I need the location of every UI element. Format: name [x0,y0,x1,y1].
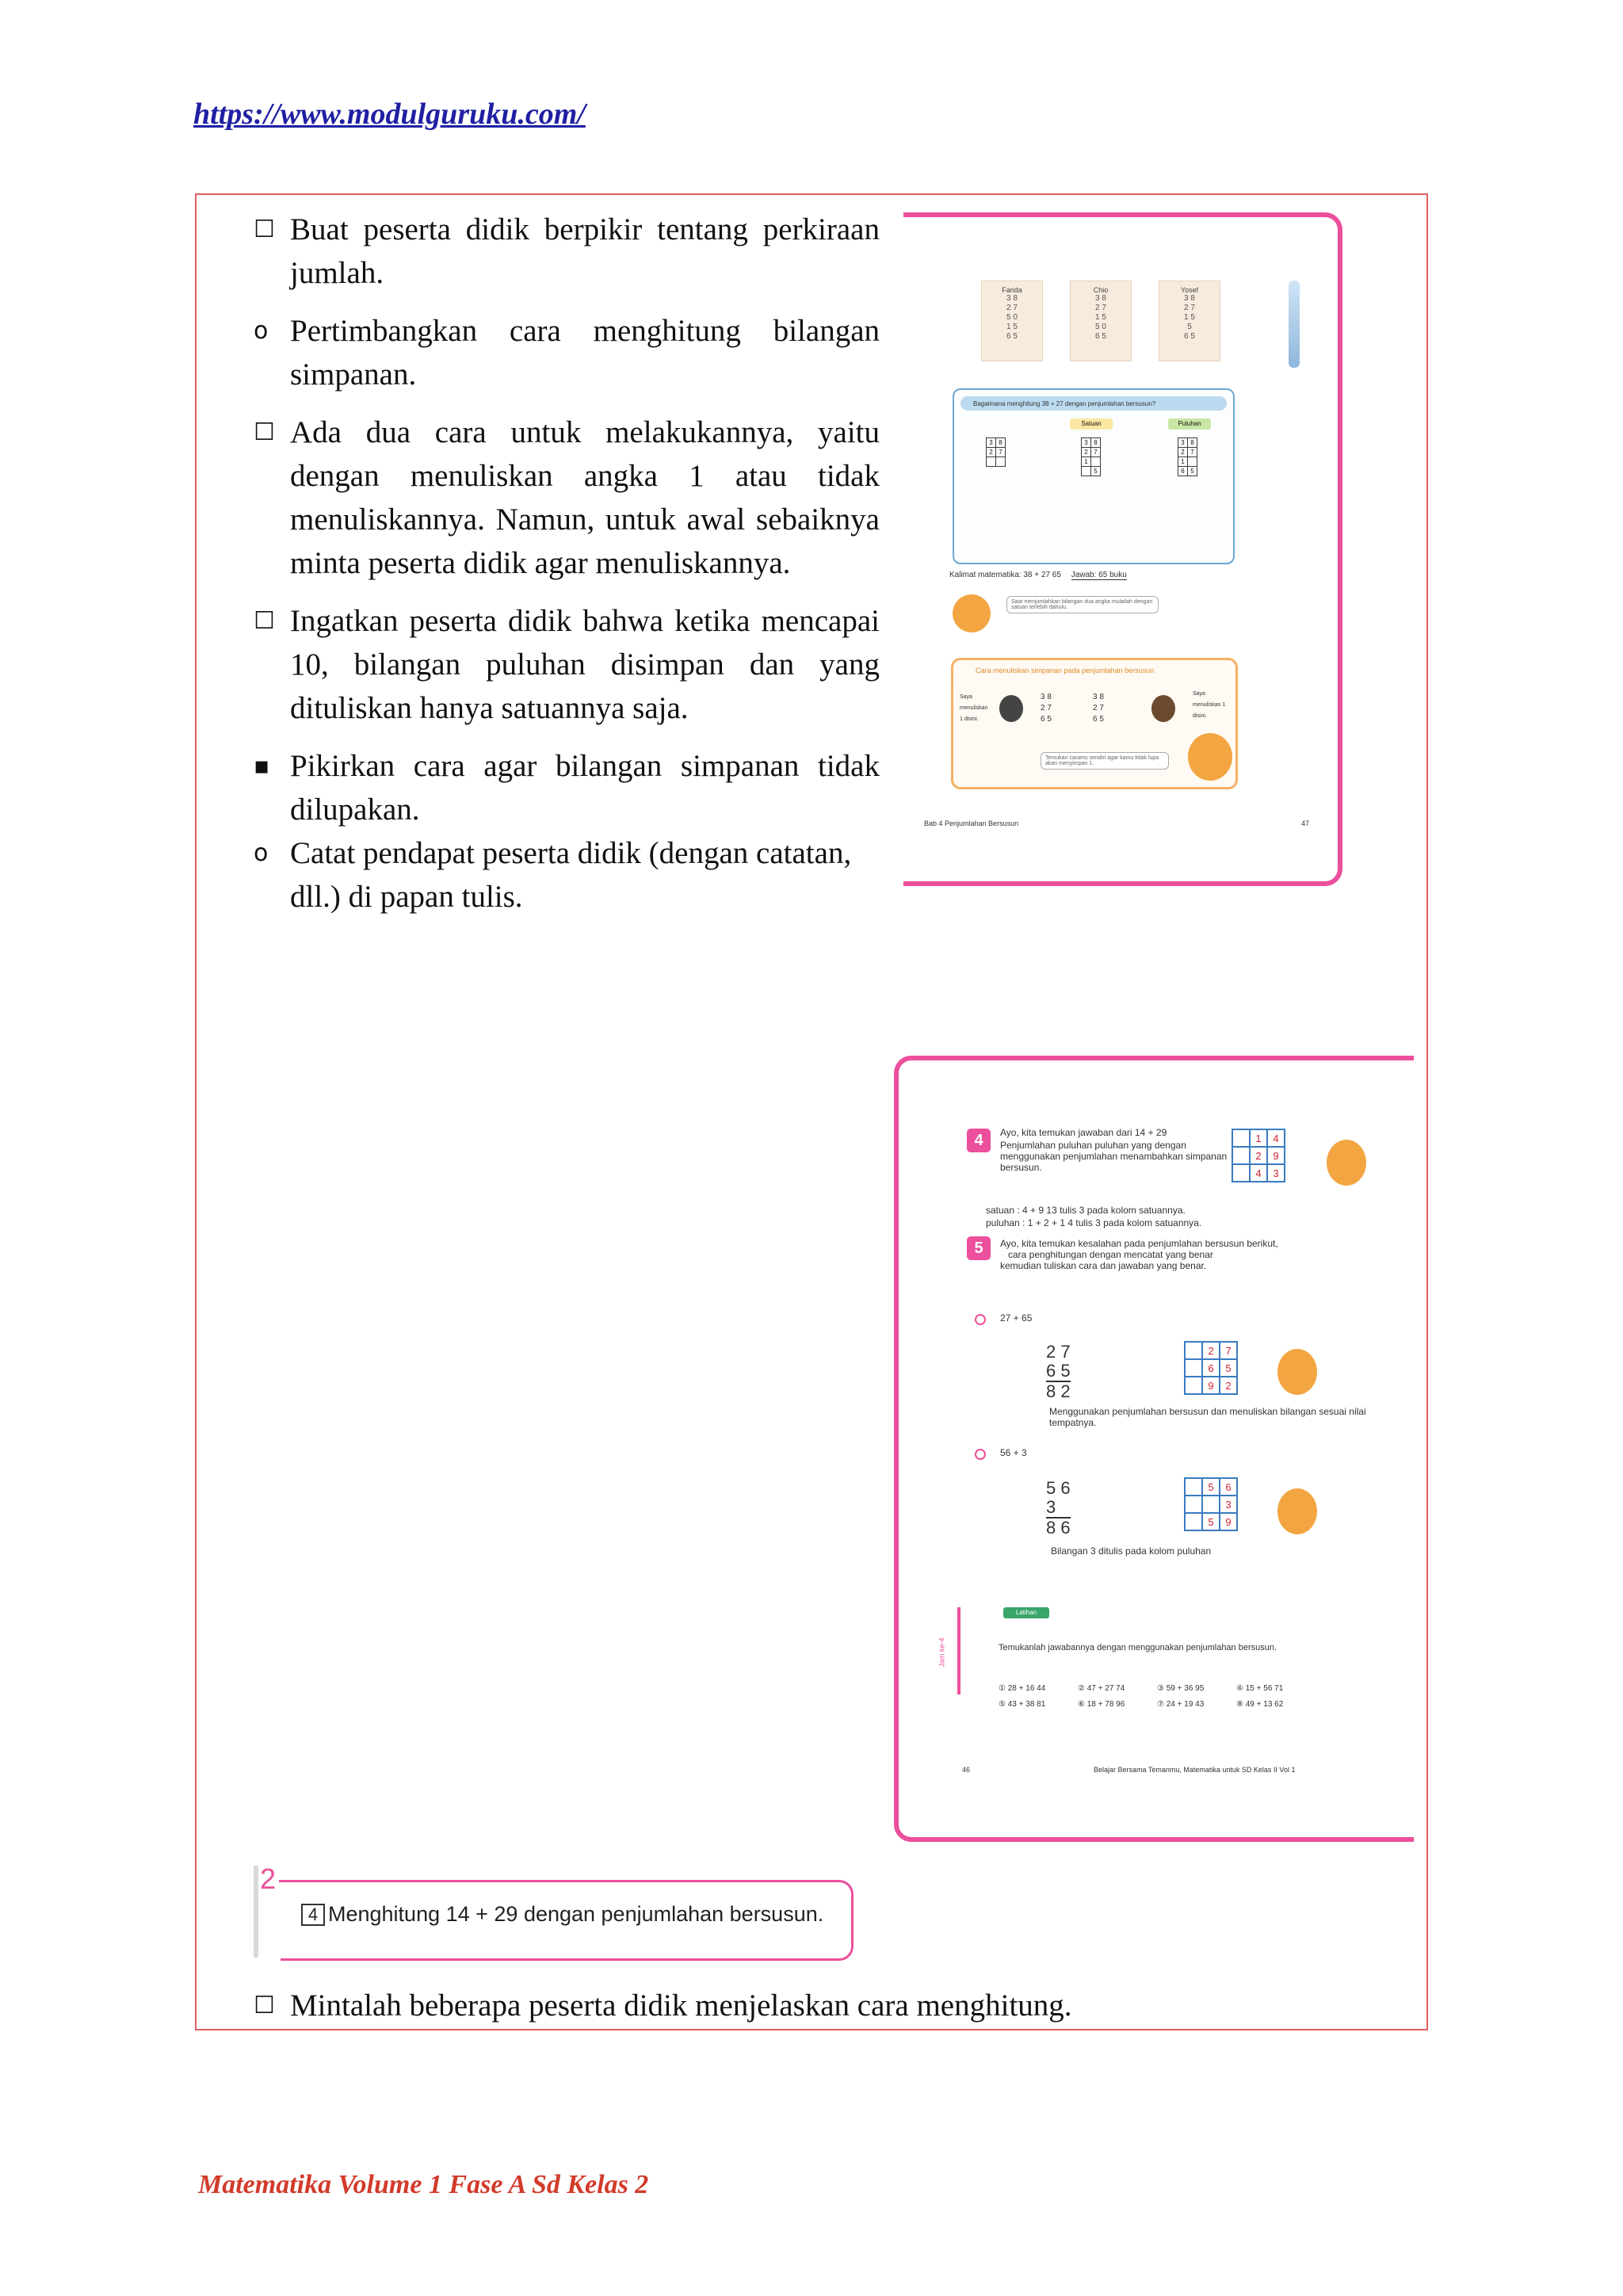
item-b-label: 56 + 3 [1000,1447,1027,1458]
carry-hint: Temukan caramu sendiri agar kamu tidak lupa akan menyimpan 1. [1041,752,1169,770]
item-b-grid: 5 6 3 5 9 [1184,1477,1238,1531]
callout-text: Menghitung 14 + 29 dengan penjumlahan bersusun. [328,1902,824,1926]
exercise-item: ④ 15 + 56 71 [1236,1684,1284,1693]
q5-pink-note: cara penghitungan dengan mencatat yang benar [1008,1249,1213,1260]
card-line: 6 5 [1184,332,1195,341]
checkbox-bullet-icon: ☐ [254,418,275,446]
book-footer: Belajar Bersama Temanmu, Matematika untuk SD Kelas II Vol 1 [1094,1766,1296,1774]
card-name: Farida [1002,286,1022,294]
card-name: Yosef [1180,286,1199,294]
list-item-text: Pertimbangkan cara menghitung bilangan simpanan. [290,314,880,392]
item-a-note: Menggunakan penjumlahan bersusun dan menuliskan bilangan sesuai nilai tempatnya. [1049,1406,1366,1428]
item-a-marker [975,1314,986,1325]
q4-pink-note: Penjumlahan puluhan puluhan yang dengan menggunakan penjumlahan menambahkan simpanan bersusun. [1000,1140,1228,1173]
carry-method-box [951,658,1238,789]
card-line: 3 8 [1095,294,1106,303]
answer-card-yosef [1159,281,1220,361]
item-a-grid: 2 7 6 5 9 2 [1184,1341,1238,1395]
calc-line: 8 6 [1046,1518,1071,1538]
q5-subtext: kemudian tuliskan cara dan jawaban yang benar. [1000,1260,1207,1271]
calc-line: 8 2 [1046,1381,1071,1401]
callout-bar [254,1866,258,1958]
textbook-page-46 [894,1056,1414,1842]
chapter-footer: Bab 4 Penjumlahan Bersusun [924,819,1019,827]
q4-grid: 1 4 2 9 4 3 [1232,1129,1285,1182]
source-url[interactable]: https://www.modulguruku.com/ [193,97,586,131]
list-item-text: Mintalah beberapa peserta didik menjelaskan cara menghitung. [290,1988,1072,2023]
list-item [254,411,880,585]
card-line: 2 7 [1095,304,1106,312]
item-b-marker [975,1449,986,1460]
question-number-5: 5 [967,1236,991,1260]
list-item-text: Pikirkan cara agar bilangan simpanan tidak dilupakan. [290,749,880,827]
math-sentence [949,571,1127,580]
q4-puluhan: puluhan : 1 + 2 + 1 4 tulis 3 pada kolom satuannya. [986,1217,1202,1228]
callout-number: 2 [260,1862,277,1895]
calc-line: 2 7 [1046,1342,1071,1362]
exercise-item: ⑦ 24 + 19 43 [1157,1700,1205,1709]
item-b-calc [1046,1479,1071,1538]
item-a-label: 27 + 65 [1000,1312,1033,1324]
latihan-tag: Latihan [1003,1607,1049,1618]
list-item-text: Catat pendapat peserta didik (dengan catatan, dll.) di papan tulis. [290,836,852,914]
q4-satuan: satuan : 4 + 9 13 tulis 3 pada kolom satuannya. [986,1205,1186,1216]
item-b-note: Bilangan 3 ditulis pada kolom puluhan [1051,1545,1212,1557]
side-label: Jam ke-4 [938,1637,946,1668]
card-line: 1 5 [1006,323,1018,331]
list-item [254,744,880,831]
teaching-notes [254,208,880,933]
list-item [254,1984,1363,2027]
card-name: Chio [1093,286,1109,294]
textbook-page-47 [903,212,1342,886]
question-box [953,388,1235,564]
exercise-item: ① 28 + 16 44 [999,1684,1046,1693]
calc-line: 6 5 [1046,1361,1071,1381]
child-avatar-icon [1151,695,1175,722]
card-line: 5 0 [1006,313,1018,322]
q4-text: Ayo, kita temukan jawaban dari 14 + 29 [1000,1127,1167,1138]
tag-satuan: Satuan [1070,418,1113,430]
calc-right: 3 8 2 7 6 5 [1093,693,1104,724]
answer-card-chio [1070,281,1132,361]
card-line: 5 [1187,323,1192,331]
child-avatar-icon [999,695,1023,722]
card-line: 6 5 [1006,332,1018,341]
list-item-text: Ingatkan peserta didik bahwa ketika mencapai 10, bilangan puluhan disimpan dan yang dituliskan hanya satuannya saja. [290,604,880,725]
callout-box-number: 4 [301,1904,325,1926]
card-line: 6 5 [1095,332,1106,341]
column-grid-2: 3 8 2 7 1 5 [1081,437,1101,476]
circle-bullet-icon: o [254,317,269,345]
square-bullet-icon: ▪ [254,752,270,780]
hint-bubble: Saat menjumlahkan bilangan dua angka mulailah dengan satuan terlebih dahulu. [1006,596,1159,613]
page-number: 47 [1300,819,1309,827]
latihan-text: Temukanlah jawabannya dengan menggunakan penjumlahan bersusun. [999,1643,1277,1652]
side-stripe [1289,281,1300,368]
side-bracket [957,1607,960,1694]
exercise-item: ③ 59 + 36 95 [1157,1684,1205,1693]
column-grid-1: 3 8 2 7 [986,437,1006,467]
speech-right: Saya menuliskan 1 disini. [1193,691,1226,719]
page-footer: Matematika Volume 1 Fase A Sd Kelas 2 [198,2170,649,2199]
page-number: 46 [962,1766,971,1774]
answer-text: Jawab: 65 buku [1071,571,1127,579]
list-item [254,309,880,396]
math-sentence-text: Kalimat matematika: 38 + 27 65 [949,571,1061,579]
checkbox-bullet-icon: ☐ [254,607,275,635]
card-line: 2 7 [1184,304,1195,312]
exercise-item: ⑧ 49 + 13 62 [1236,1700,1284,1709]
calc-left: 3 8 2 7 6 5 [1041,693,1052,724]
exercise-item: ⑥ 18 + 78 96 [1078,1700,1125,1709]
q5-text: Ayo, kita temukan kesalahan pada penjumlahan bersusun berikut, [1000,1238,1278,1249]
question-text: Bagaimana menghitung 38 + 27 dengan penjumlahan bersusun? [973,400,1156,407]
card-line: 1 5 [1184,313,1195,322]
speech-left: Saya menuliskan 1 disini. [960,694,988,722]
list-item-text: Buat peserta didik berpikir tentang perkiraan jumlah. [290,212,880,290]
circle-bullet-icon: o [254,839,269,867]
question-number-4: 4 [967,1129,991,1152]
list-item [254,208,880,295]
list-item-text: Ada dua cara untuk melakukannya, yaitu dengan menuliskan angka 1 atau tidak menuliskannya. Namun, untuk awal sebaiknya minta peserta didik agar menuliskannya. [290,415,880,580]
carry-method-title: Cara menuliskan simpanan pada penjumlahan bersusun [976,667,1155,674]
column-grid-3: 3 8 2 7 1 6 5 [1178,437,1197,476]
cat-mascot-icon [1327,1140,1366,1186]
list-item [254,599,880,730]
exercise-item: ⑤ 43 + 38 81 [999,1700,1046,1709]
item-a-calc [1046,1343,1071,1401]
cat-mascot-icon [1277,1488,1317,1534]
checkbox-bullet-icon: ☐ [254,1992,275,2019]
cat-mascot-icon [1188,733,1232,781]
card-line: 1 5 [1095,313,1106,322]
calc-line: 3 [1046,1498,1071,1519]
tag-puluhan: Puluhan [1168,418,1211,430]
card-line: 3 8 [1184,294,1195,303]
answer-card-farida [981,281,1043,361]
cat-mascot-icon [953,594,991,632]
card-line: 5 0 [1095,323,1106,331]
calc-line: 5 6 [1046,1478,1071,1498]
exercise-item: ② 47 + 27 74 [1078,1684,1125,1693]
checkbox-bullet-icon: ☐ [254,216,275,243]
callout-box [254,1862,856,1961]
card-line: 2 7 [1006,304,1018,312]
list-item [254,831,880,919]
cat-mascot-icon [1277,1349,1317,1395]
card-line: 3 8 [1006,294,1018,303]
callout-connector [279,1880,287,1882]
